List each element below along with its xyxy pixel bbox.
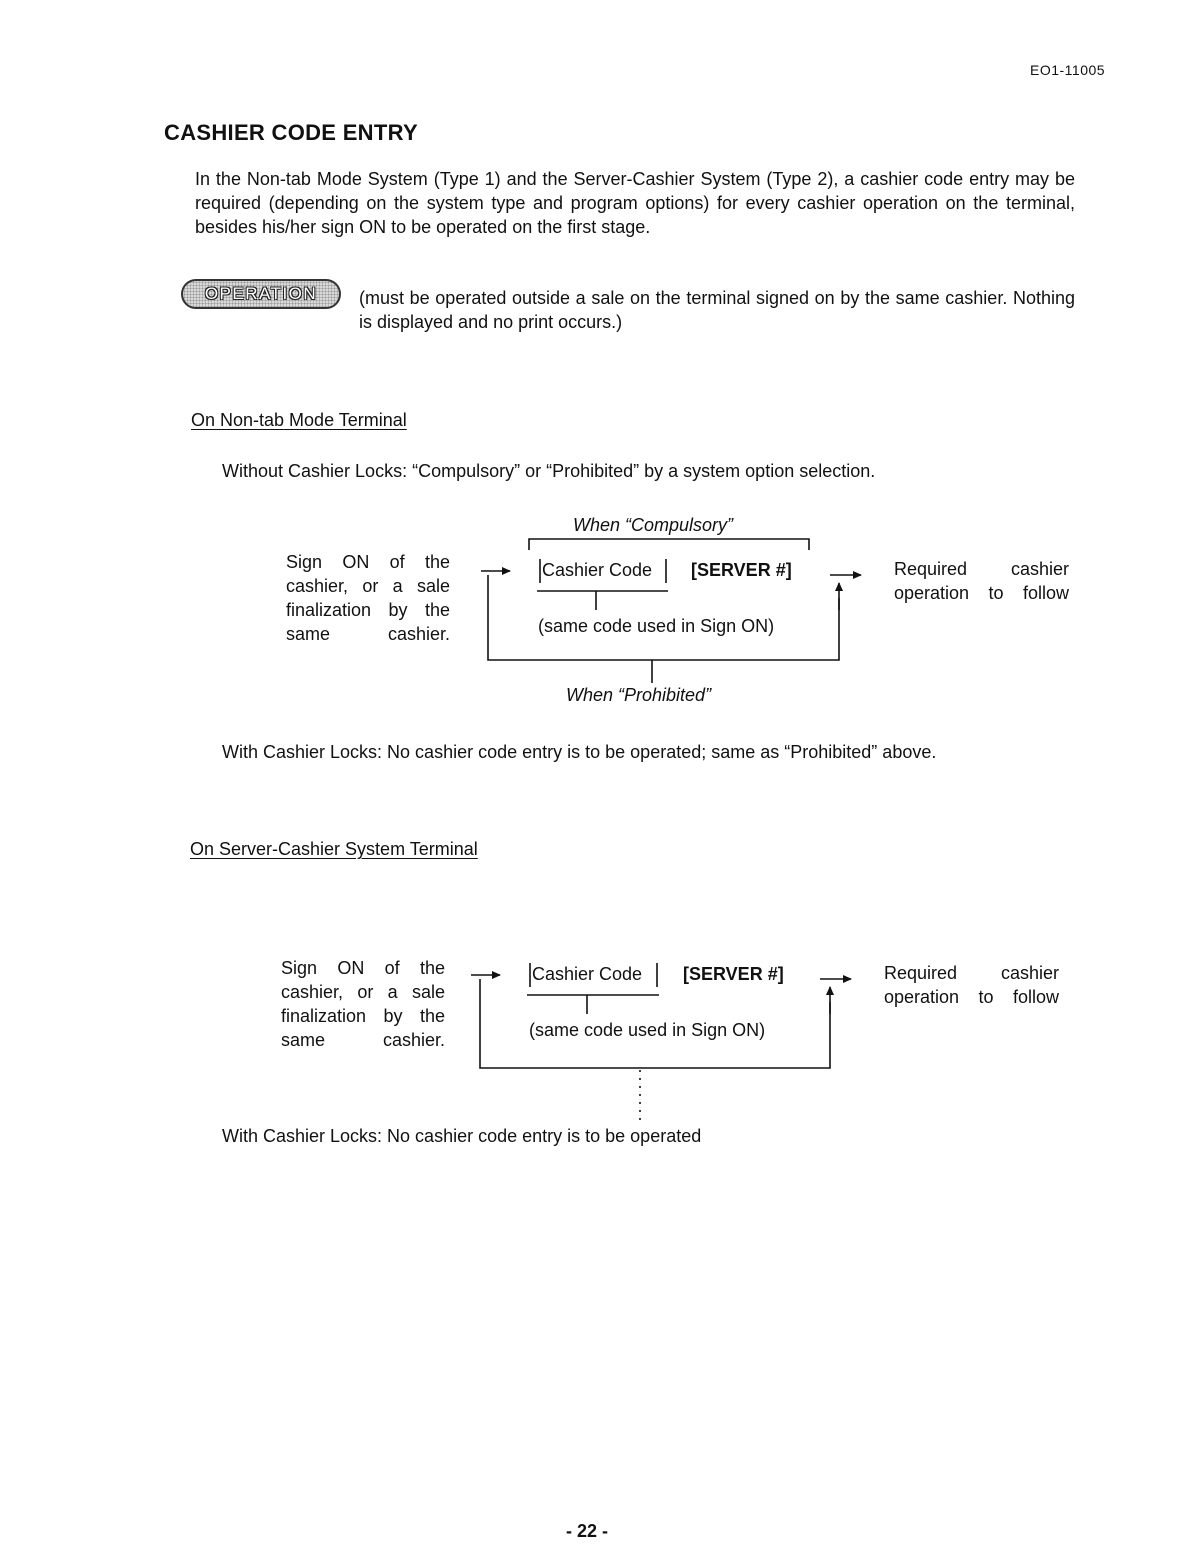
diagram1-cashier-code-key: Cashier Code — [542, 560, 653, 580]
diagram2-same-code-text: (same code used in Sign ON) — [529, 1020, 766, 1040]
diagram2-right-text: Required cashier operation to follow — [884, 963, 1059, 1007]
page-number: - 22 - — [566, 1521, 609, 1541]
when-compulsory-label: When “Compulsory” — [573, 515, 734, 535]
diagram1-same-code-text: (same code used in Sign ON) — [538, 616, 775, 636]
compulsory-bracket — [529, 539, 809, 550]
diagram1-left-text: Sign ON of the cashier, or a sale finalization by the same cashier. — [286, 552, 450, 644]
document-code: EO1-11005 — [1030, 62, 1106, 78]
intro-paragraph: In the Non-tab Mode System (Type 1) and the Server-Cashier System (Type 2), a cashier code entry may be required (depending on the system type and program options) for every cashier operation on the terminal, besides his/her sign ON to be operated on the first stage. — [195, 169, 1075, 237]
operation-badge-label: OPERATION — [204, 284, 318, 303]
page-title: CASHIER CODE ENTRY — [164, 120, 418, 145]
when-prohibited-label: When “Prohibited” — [566, 685, 712, 705]
diagram2-bypass-line — [480, 979, 830, 1068]
diagram1-right-text: Required cashier operation to follow — [894, 559, 1069, 603]
diagram1-server-key: [SERVER #] — [691, 560, 792, 580]
without-locks-text: Without Cashier Locks: “Compulsory” or “Prohibited” by a system option selection. — [222, 461, 876, 481]
diagram2-server-key: [SERVER #] — [683, 964, 784, 984]
diagram2-cashier-code-key: Cashier Code — [532, 964, 643, 984]
prohibited-bypass-line — [488, 575, 839, 660]
section-heading-server-cashier: On Server-Cashier System Terminal — [190, 839, 478, 859]
diagram2-left-text: Sign ON of the cashier, or a sale finalization by the same cashier. — [281, 958, 445, 1050]
operation-note: (must be operated outside a sale on the terminal signed on by the same cashier. Nothing is displayed and no print occurs.) — [359, 288, 1075, 332]
with-locks-text-2: With Cashier Locks: No cashier code entry is to be operated — [222, 1126, 702, 1146]
with-locks-text-1: With Cashier Locks: No cashier code entry is to be operated; same as “Prohibited” above. — [222, 742, 937, 762]
section-heading-non-tab: On Non-tab Mode Terminal — [191, 410, 407, 430]
